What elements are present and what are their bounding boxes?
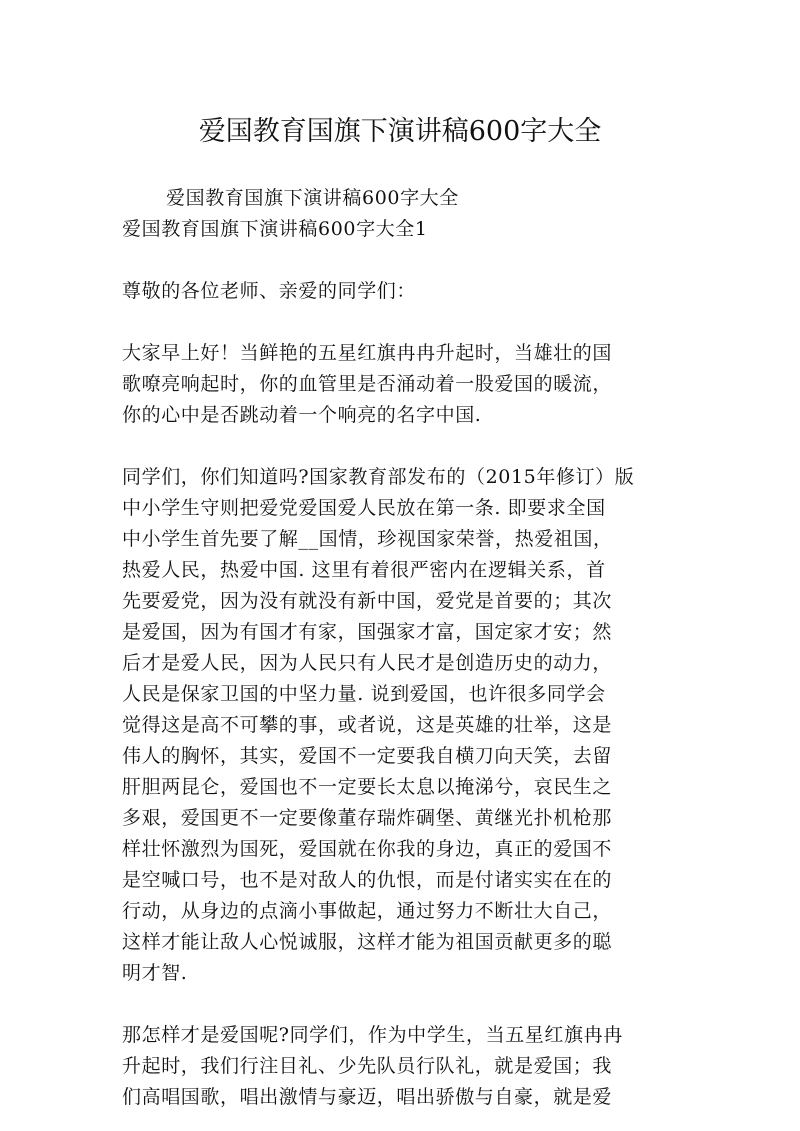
paragraph-line: 升起时，我们行注目礼、少先队员行队礼，就是爱国；我 [122,1055,613,1077]
paragraph-line: 同学们，你们知道吗?国家教育部发布的（2015年修订）版 [122,466,635,488]
document-body [122,183,667,1113]
paragraph-line: 这样才能让敌人心悦诚服，这样才能为祖国贡献更多的聪 [122,931,613,953]
paragraph-line: 是空喊口号，也不是对敌人的仇恨，而是付诸实实在在的 [122,869,613,891]
paragraph-line: 你的心中是否跳动着一个响亮的名字中国. [122,404,482,426]
paragraph-line: 样壮怀激烈为国死，爱国就在你我的身边，真正的爱国不 [122,838,613,860]
paragraph-line: 是爱国，因为有国才有家，国强家才富，国定家才安；然 [122,621,613,643]
paragraph-1 [122,338,667,431]
paragraph-line: 伟人的胸怀，其实，爱国不一定要我自横刀向天笑，去留 [122,745,613,767]
paragraph-spacer [122,307,667,338]
paragraph-line: 多艰，爱国更不一定要像董存瑞炸碉堡、黄继光扑机枪那 [122,807,613,829]
paragraph-line: 人民是保家卫国的中坚力量. 说到爱国，也许很多同学会 [122,683,606,705]
paragraph-spacer [122,989,667,1020]
greeting: 尊敬的各位老师、亲爱的同学们： [122,280,417,302]
paragraph-line: 歌嘹亮响起时，你的血管里是否涌动着一股爱国的暖流， [122,373,613,395]
paragraph-3 [122,1020,667,1113]
paragraph-line: 热爱人民，热爱中国. 这里有着很严密内在逻辑关系，首 [122,559,606,581]
paragraph-line: 明才智. [122,962,188,984]
paragraph-line: 们高唱国歌，唱出激情与豪迈，唱出骄傲与自豪，就是爱 [122,1086,613,1108]
paragraph-line: 后才是爱人民，因为人民只有人民才是创造历史的动力， [122,652,613,674]
page-title: 爱国教育国旗下演讲稿600字大全 [198,116,602,147]
paragraph-spacer [122,431,667,462]
subtitle: 爱国教育国旗下演讲稿600字大全 [166,187,459,209]
paragraph-line: 肝胆两昆仑，爱国也不一定要长太息以掩涕兮，哀民生之 [122,776,613,798]
paragraph-spacer [122,245,667,276]
paragraph-line: 中小学生首先要了解__国情，珍视国家荣誉，热爱祖国， [122,528,613,550]
paragraph-2 [122,462,667,989]
section-heading: 爱国教育国旗下演讲稿600字大全1 [122,218,428,240]
paragraph-line: 那怎样才是爱国呢?同学们，作为中学生，当五星红旗冉冉 [122,1024,623,1046]
paragraph-line: 觉得这是高不可攀的事，或者说，这是英雄的壮举，这是 [122,714,613,736]
paragraph-line: 行动，从身边的点滴小事做起，通过努力不断壮大自己， [122,900,613,922]
paragraph-line: 大家早上好！当鲜艳的五星红旗冉冉升起时，当雄壮的国 [122,342,613,364]
paragraph-line: 先要爱党，因为没有就没有新中国，爱党是首要的；其次 [122,590,613,612]
paragraph-line: 中小学生守则把爱党爱国爱人民放在第一条. 即要求全国 [122,497,606,519]
